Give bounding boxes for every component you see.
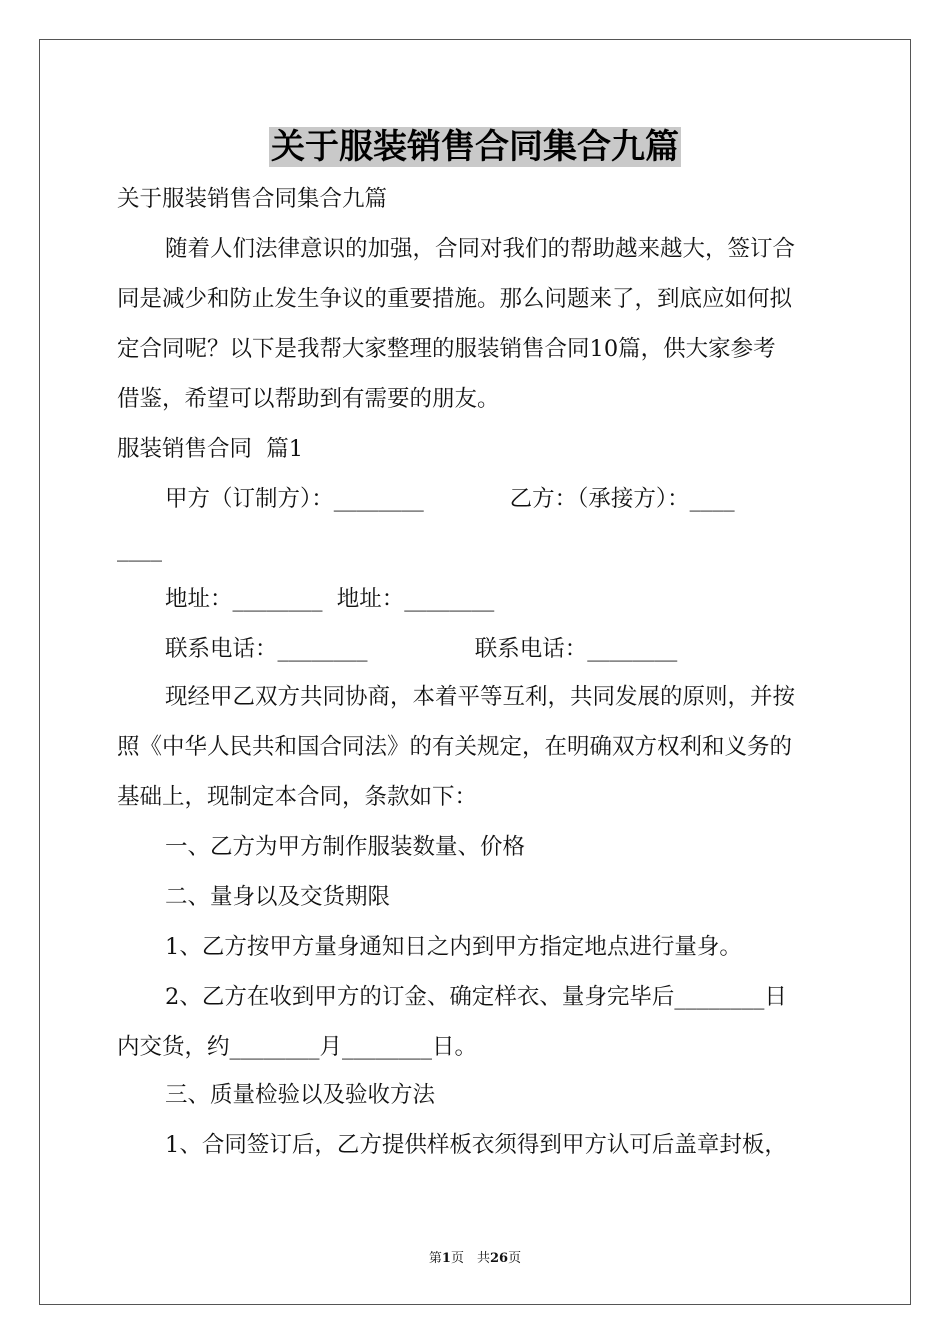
- clause-heading: 一、乙方为甲方制作服装数量、价格: [165, 834, 526, 860]
- footer-prefix: 第: [428, 1251, 442, 1266]
- party-line: 甲方（订制方）：________ 乙方：（承接方）：____: [165, 486, 735, 512]
- document-title: [0, 122, 950, 172]
- clause-item: 2、乙方在收到甲方的订金、确定样衣、量身完毕后________日: [165, 984, 787, 1010]
- paragraph-line: 基础上，现制定本合同，条款如下：: [117, 784, 478, 810]
- clause-heading: 二、量身以及交货期限: [165, 884, 391, 910]
- footer-mid: 页 共: [450, 1251, 490, 1266]
- clause-item: 1、合同签订后，乙方提供样板衣须得到甲方认可后盖章封板，: [165, 1132, 787, 1158]
- paragraph-line: 借鉴，希望可以帮助到有需要的朋友。: [117, 386, 500, 412]
- phone-line: 联系电话：________ 联系电话：________: [165, 636, 678, 662]
- page-border: [39, 39, 911, 1305]
- page-number: 1: [441, 1251, 451, 1266]
- page-footer: [0, 1247, 950, 1266]
- document-title-text: 关于服装销售合同集合九篇: [271, 127, 679, 167]
- paragraph-line: 随着人们法律意识的加强，合同对我们的帮助越来越大，签订合: [165, 236, 796, 262]
- party-line-continued: ____: [117, 536, 162, 562]
- paragraph-line: 同是减少和防止发生争议的重要措施。那么问题来了，到底应如何拟: [117, 286, 793, 312]
- address-line: 地址：________ 地址：________: [165, 586, 495, 612]
- clause-item-continued: 内交货，约________月________日。: [117, 1034, 478, 1060]
- subtitle-line: 关于服装销售合同集合九篇: [117, 186, 388, 212]
- clause-heading: 三、质量检验以及验收方法: [165, 1082, 436, 1108]
- paragraph-line: 现经甲乙双方共同协商，本着平等互利，共同发展的原则，并按: [165, 684, 796, 710]
- paragraph-line: 定合同呢？以下是我帮大家整理的服装销售合同10篇，供大家参考: [117, 336, 776, 362]
- section-heading: 服装销售合同 篇1: [117, 436, 304, 462]
- footer-suffix: 页: [508, 1251, 522, 1266]
- clause-item: 1、乙方按甲方量身通知日之内到甲方指定地点进行量身。: [165, 934, 742, 960]
- page-total: 26: [489, 1251, 509, 1266]
- paragraph-line: 照《中华人民共和国合同法》的有关规定，在明确双方权利和义务的: [117, 734, 793, 760]
